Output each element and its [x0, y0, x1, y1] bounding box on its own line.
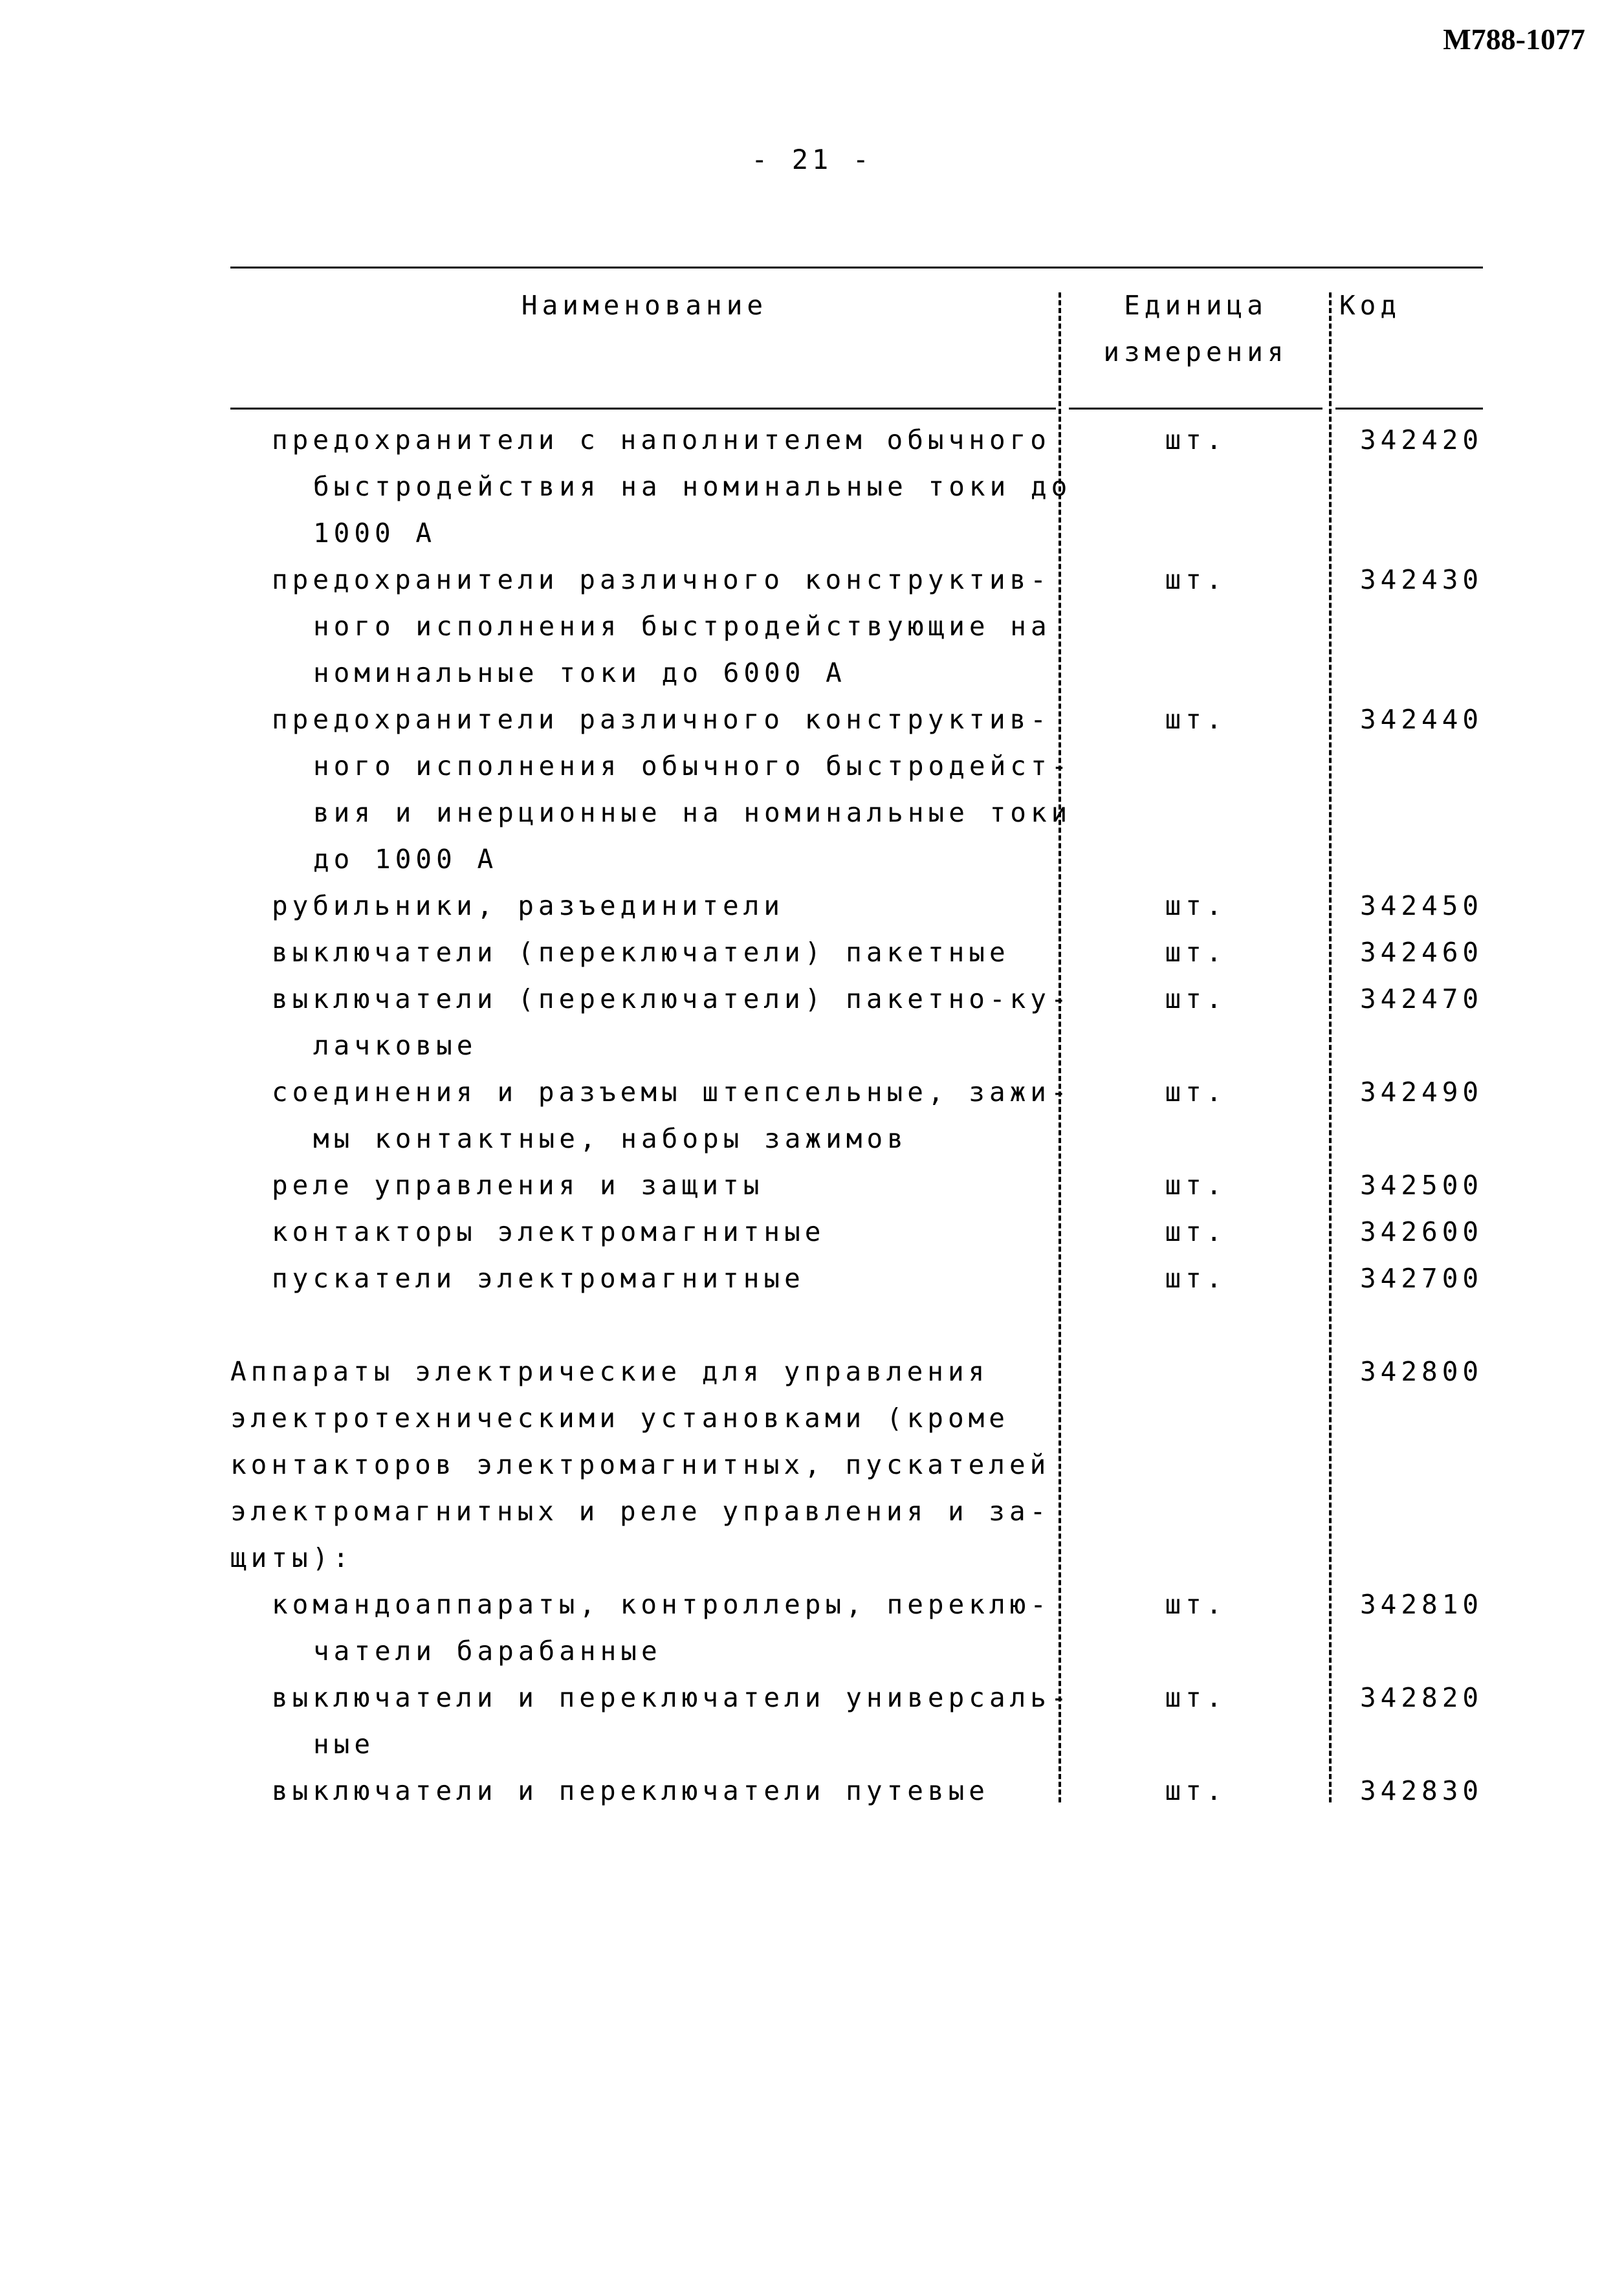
table-row-name-line: выключатели (переключатели) пакетные: [272, 937, 1010, 968]
table-row-name-line: выключатели и переключатели универсаль-: [272, 1682, 1071, 1713]
table-row-name-line: рубильники, разъединители: [272, 890, 785, 921]
table-row-code: 342700: [1360, 1263, 1484, 1294]
table-row-unit: шт.: [1165, 937, 1227, 968]
table-row-unit: шт.: [1165, 1216, 1227, 1247]
table-row-code: 342470: [1360, 983, 1484, 1014]
table-row-code: 342450: [1360, 890, 1484, 921]
table-row-name-line: ного исполнения быстродействующие на: [313, 611, 1051, 642]
table-row-code: 342420: [1360, 424, 1484, 455]
table-row-name-line: предохранители различного конструктив-: [272, 704, 1051, 735]
table-row-code: 342830: [1360, 1775, 1484, 1806]
header-name: Наименование: [521, 290, 768, 321]
table-row-code: 342430: [1360, 564, 1484, 595]
table-row-name-line: лачковые: [313, 1030, 477, 1061]
group-heading-line: электротехническими установками (кроме: [230, 1403, 1009, 1434]
table-row-unit: шт.: [1165, 1263, 1227, 1294]
header-bottom-border-name: [230, 408, 1056, 410]
table-row-unit: шт.: [1165, 1589, 1227, 1620]
table-row-name-line: выключатели (переключатели) пакетно-ку-: [272, 983, 1071, 1014]
column-separator-2: [1329, 292, 1332, 1802]
table-row-unit: шт.: [1165, 1077, 1227, 1108]
table-row-name-line: командоаппараты, контроллеры, переклю-: [272, 1589, 1051, 1620]
header-bottom-border-unit: [1069, 408, 1322, 410]
table-row-name-line: ные: [313, 1729, 375, 1760]
table-row-code: 342820: [1360, 1682, 1484, 1713]
table-row-name-line: 1000 А: [313, 518, 437, 549]
table-row-name-line: выключатели и переключатели путевые: [272, 1775, 989, 1806]
table-row-name-line: номинальные токи до 6000 А: [313, 657, 846, 688]
table-row-unit: шт.: [1165, 1775, 1227, 1806]
table-row-unit: шт.: [1165, 704, 1227, 735]
table-row-code: 342460: [1360, 937, 1484, 968]
table-row-unit: шт.: [1165, 564, 1227, 595]
table-row-name-line: контакторы электромагнитные: [272, 1216, 826, 1247]
header-unit-line1: Единица: [1124, 290, 1267, 321]
table-row-name-line: чатели барабанные: [313, 1636, 662, 1667]
table-row-name-line: ного исполнения обычного быстродейст-: [313, 750, 1072, 782]
document-code: M788-1077: [1443, 23, 1585, 56]
page-number: - 21 -: [751, 144, 873, 175]
table-row-code: 342490: [1360, 1077, 1484, 1108]
header-unit-line2: измерения: [1103, 336, 1288, 367]
table-top-border: [230, 267, 1483, 268]
table-row-unit: шт.: [1165, 1682, 1227, 1713]
table-row-unit: шт.: [1165, 983, 1227, 1014]
table-row-name-line: предохранители с наполнителем обычного: [272, 424, 1051, 455]
group-heading-line: щиты):: [230, 1542, 354, 1573]
header-bottom-border-code: [1335, 408, 1483, 410]
table-row-name-line: пускатели электромагнитные: [272, 1263, 805, 1294]
table-row-name-line: быстродействия на номинальные токи до: [313, 471, 1072, 502]
group-heading-line: Аппараты электрические для управления: [230, 1356, 989, 1387]
table-row-unit: шт.: [1165, 1170, 1227, 1201]
table-row-name-line: мы контактные, наборы зажимов: [313, 1123, 908, 1154]
table-row-name-line: реле управления и защиты: [272, 1170, 764, 1201]
table-row-unit: шт.: [1165, 890, 1227, 921]
group-heading-code: 342800: [1360, 1356, 1484, 1387]
table-row-name-line: соединения и разъемы штепсельные, зажи-: [272, 1077, 1071, 1108]
table-row-code: 342500: [1360, 1170, 1484, 1201]
column-separator-1: [1059, 292, 1061, 1802]
group-heading-line: контакторов электромагнитных, пускателей: [230, 1449, 1051, 1480]
table-row-code: 342440: [1360, 704, 1484, 735]
table-row-name-line: до 1000 А: [313, 844, 498, 875]
table-row-name-line: вия и инерционные на номинальные токи: [313, 797, 1072, 828]
table-row-unit: шт.: [1165, 424, 1227, 455]
group-heading-line: электромагнитных и реле управления и за-: [230, 1496, 1051, 1527]
table-row-code: 342600: [1360, 1216, 1484, 1247]
header-code: Код: [1339, 290, 1401, 321]
table-row-name-line: предохранители различного конструктив-: [272, 564, 1051, 595]
table-row-code: 342810: [1360, 1589, 1484, 1620]
